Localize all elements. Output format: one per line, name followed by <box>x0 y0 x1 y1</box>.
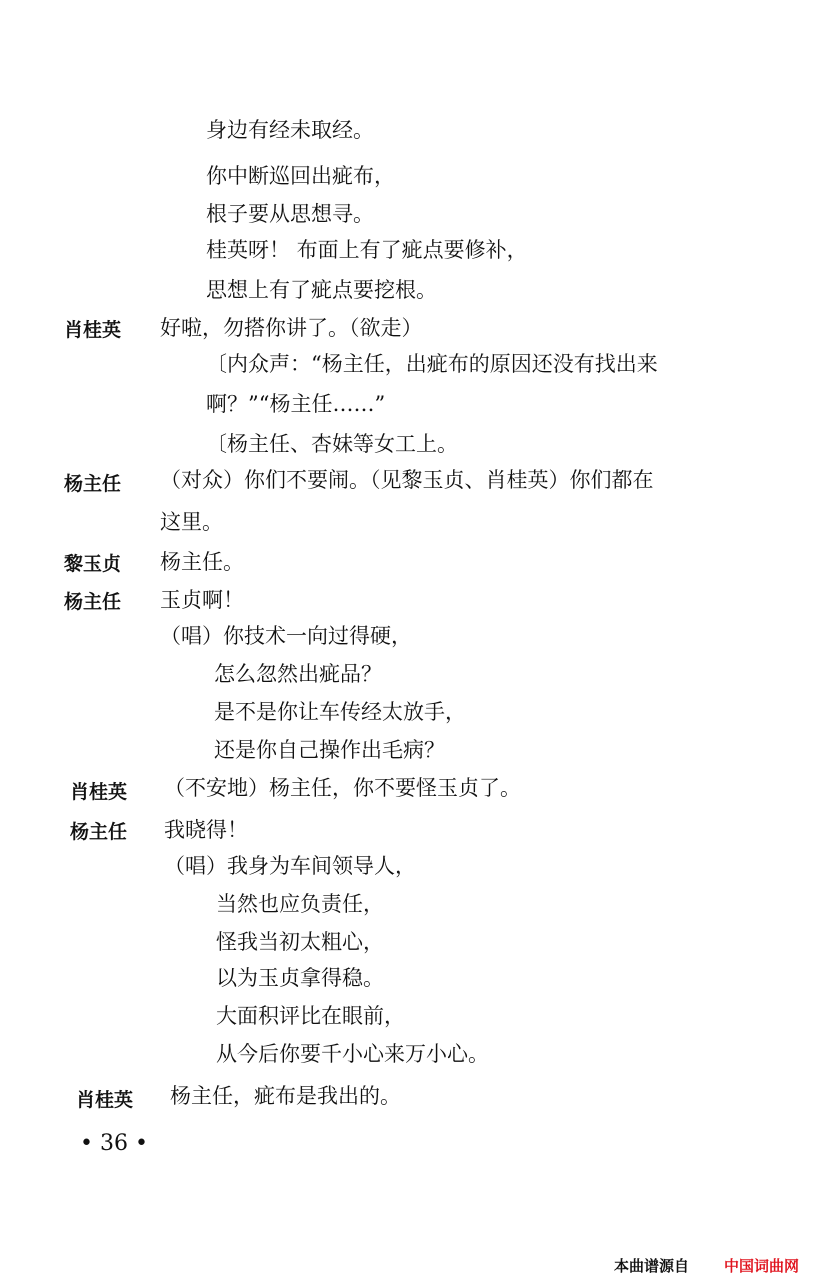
dialogue-line: 杨主任，疵布是我出的。 <box>170 1084 401 1108</box>
lyric-line: 当然也应负责任， <box>216 892 384 916</box>
dialogue-line: 我晓得！ <box>164 818 248 842</box>
speaker-name: 肖桂英 <box>70 781 128 803</box>
speaker-name: 黎玉贞 <box>64 553 122 575</box>
speaker-name: 肖桂英 <box>64 319 122 341</box>
dialogue-line: 这里。 <box>160 510 223 534</box>
stage-direction: 〔杨主任、杏妹等女工上。 <box>206 432 458 456</box>
speaker-name: 肖桂英 <box>76 1089 134 1111</box>
lyric-line: 从今后你要千小心来万小心。 <box>216 1042 489 1066</box>
lyric-line: 你中断巡回出疵布， <box>206 164 395 188</box>
dialogue-line: 杨主任。 <box>160 550 244 574</box>
stage-direction: 〔内众声：“杨主任，出疵布的原因还没有找出来 <box>206 352 658 376</box>
lyric-line: （唱）我身为车间领导人， <box>164 854 416 878</box>
lyric-line: 是不是你让车传经太放手， <box>214 700 466 724</box>
stage-direction: 啊？”“杨主任……” <box>206 392 386 416</box>
source-label: 本曲谱源自 <box>614 1257 690 1275</box>
dialogue-line: （不安地）杨主任，你不要怪玉贞了。 <box>164 776 521 800</box>
lyric-line: 还是你自己操作出毛病？ <box>214 738 445 762</box>
lyric-line: 思想上有了疵点要挖根。 <box>206 278 437 302</box>
speaker-name: 杨主任 <box>64 473 122 495</box>
lyric-line: 怪我当初太粗心， <box>216 930 384 954</box>
site-name-link[interactable]: 中国词曲网 <box>724 1257 800 1275</box>
dialogue-line: 好啦，勿搭你讲了。（欲走） <box>160 316 423 340</box>
lyric-line: 以为玉贞拿得稳。 <box>216 966 384 990</box>
speaker-name: 杨主任 <box>64 591 122 613</box>
dialogue-line: （对众）你们不要闹。（见黎玉贞、肖桂英）你们都在 <box>160 468 654 492</box>
lyric-line: 桂英呀！ 布面上有了疵点要修补， <box>206 238 528 262</box>
lyric-line: 大面积评比在眼前， <box>216 1004 405 1028</box>
speaker-name: 杨主任 <box>70 821 128 843</box>
dialogue-line: 玉贞啊！ <box>160 588 244 612</box>
lyric-line: 怎么忽然出疵品？ <box>214 662 382 686</box>
lyric-line: （唱）你技术一向过得硬， <box>160 624 412 648</box>
lyric-line: 身边有经未取经。 <box>206 118 374 142</box>
lyric-line: 根子要从思想寻。 <box>206 202 374 226</box>
page-number: • 36 • <box>80 1131 148 1156</box>
